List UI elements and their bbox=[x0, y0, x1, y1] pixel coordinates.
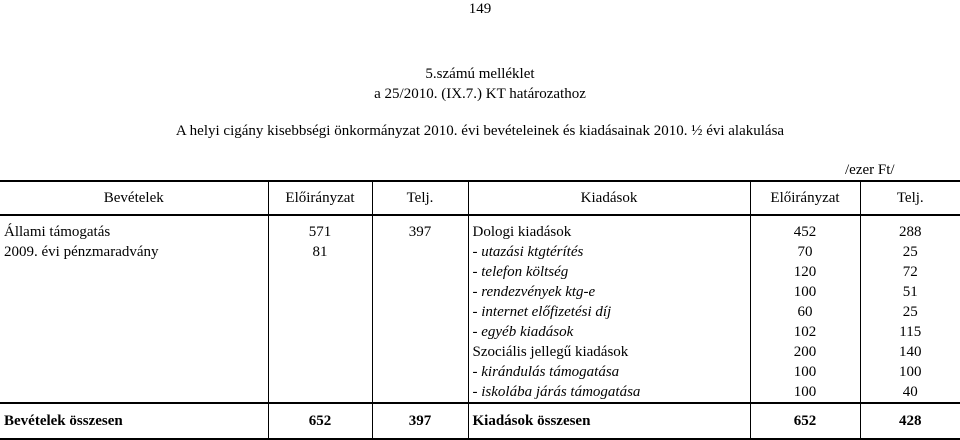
expenditure-item: - iskolába járás támogatása bbox=[468, 382, 750, 403]
table-row bbox=[0, 282, 960, 302]
table-row bbox=[0, 342, 960, 362]
expenditure-item: - rendezvények ktg-e bbox=[468, 282, 750, 302]
revenue-item bbox=[0, 322, 268, 342]
expenditure-plan-value: 200 bbox=[750, 342, 860, 362]
revenue-done-value bbox=[372, 242, 468, 262]
expenditure-total-plan: 652 bbox=[750, 403, 860, 439]
expenditure-plan-value: 100 bbox=[750, 282, 860, 302]
revenue-plan-value: 81 bbox=[268, 242, 372, 262]
revenue-done-value bbox=[372, 362, 468, 382]
expenditure-total-label: Kiadások összesen bbox=[468, 403, 750, 439]
resolution-reference: a 25/2010. (IX.7.) KT határozathoz bbox=[374, 86, 586, 102]
budget-table bbox=[0, 180, 960, 440]
table-row bbox=[0, 262, 960, 282]
expenditure-plan-value: 452 bbox=[750, 215, 860, 242]
table-row bbox=[0, 215, 960, 242]
revenue-done-value bbox=[372, 382, 468, 403]
page-number: 149 bbox=[468, 1, 492, 17]
expenditure-item: - internet előfizetési díj bbox=[468, 302, 750, 322]
expenditure-done-value: 51 bbox=[860, 282, 960, 302]
expenditure-item: - telefon költség bbox=[468, 262, 750, 282]
expenditure-done-value: 25 bbox=[860, 302, 960, 322]
revenue-plan-value bbox=[268, 382, 372, 403]
revenue-plan-value bbox=[268, 362, 372, 382]
expenditure-plan-value: 120 bbox=[750, 262, 860, 282]
expenditure-done-value: 140 bbox=[860, 342, 960, 362]
col-header-expenditures: Kiadások bbox=[468, 181, 750, 215]
table-header-row bbox=[0, 181, 960, 215]
table-row bbox=[0, 362, 960, 382]
revenue-done-value bbox=[372, 302, 468, 322]
totals-row bbox=[0, 403, 960, 439]
col-header-revenue-done: Telj. bbox=[372, 181, 468, 215]
revenue-item bbox=[0, 302, 268, 322]
revenue-item bbox=[0, 382, 268, 403]
expenditure-item: Dologi kiadások bbox=[468, 215, 750, 242]
col-header-expenditure-plan: Előirányzat bbox=[750, 181, 860, 215]
col-header-revenues: Bevételek bbox=[0, 181, 268, 215]
expenditure-plan-value: 102 bbox=[750, 322, 860, 342]
revenue-item bbox=[0, 342, 268, 362]
expenditure-done-value: 100 bbox=[860, 362, 960, 382]
col-header-revenue-plan: Előirányzat bbox=[268, 181, 372, 215]
revenue-plan-value bbox=[268, 302, 372, 322]
expenditure-done-value: 40 bbox=[860, 382, 960, 403]
revenue-done-value bbox=[372, 322, 468, 342]
revenue-plan-value bbox=[268, 342, 372, 362]
col-header-expenditure-done: Telj. bbox=[860, 181, 960, 215]
expenditure-item: - kirándulás támogatása bbox=[468, 362, 750, 382]
revenue-total-done: 397 bbox=[372, 403, 468, 439]
expenditure-plan-value: 60 bbox=[750, 302, 860, 322]
revenue-item bbox=[0, 262, 268, 282]
table-row bbox=[0, 322, 960, 342]
revenue-plan-value bbox=[268, 282, 372, 302]
revenue-item bbox=[0, 362, 268, 382]
document-title: A helyi cigány kisebbségi önkormányzat 2010. évi bevételeinek és kiadásainak 2010. ½ évi alakulása bbox=[175, 123, 785, 139]
revenue-plan-value: 571 bbox=[268, 215, 372, 242]
revenue-total-label: Bevételek összesen bbox=[0, 403, 268, 439]
revenue-plan-value bbox=[268, 262, 372, 282]
unit-label: /ezer Ft/ bbox=[845, 162, 895, 178]
revenue-item: Állami támogatás bbox=[4, 224, 111, 240]
expenditure-done-value: 115 bbox=[860, 322, 960, 342]
expenditure-item: Szociális jellegű kiadások bbox=[468, 342, 750, 362]
revenue-plan-value bbox=[268, 322, 372, 342]
revenue-done-value: 397 bbox=[372, 215, 468, 242]
revenue-done-value bbox=[372, 282, 468, 302]
expenditure-done-value: 72 bbox=[860, 262, 960, 282]
revenue-total-plan: 652 bbox=[268, 403, 372, 439]
expenditure-plan-value: 70 bbox=[750, 242, 860, 262]
revenue-done-value bbox=[372, 262, 468, 282]
table-row bbox=[0, 302, 960, 322]
expenditure-done-value: 288 bbox=[860, 215, 960, 242]
expenditure-plan-value: 100 bbox=[750, 382, 860, 403]
expenditure-item: - utazási ktgtérítés bbox=[468, 242, 750, 262]
revenue-done-value bbox=[372, 342, 468, 362]
revenue-item bbox=[0, 282, 268, 302]
expenditure-plan-value: 100 bbox=[750, 362, 860, 382]
expenditure-item: - egyéb kiadások bbox=[468, 322, 750, 342]
expenditure-done-value: 25 bbox=[860, 242, 960, 262]
revenue-item: 2009. évi pénzmaradvány bbox=[4, 244, 159, 260]
table-row bbox=[0, 382, 960, 403]
expenditure-total-done: 428 bbox=[860, 403, 960, 439]
annex-title: 5.számú melléklet bbox=[425, 66, 535, 82]
table-row bbox=[0, 242, 960, 262]
